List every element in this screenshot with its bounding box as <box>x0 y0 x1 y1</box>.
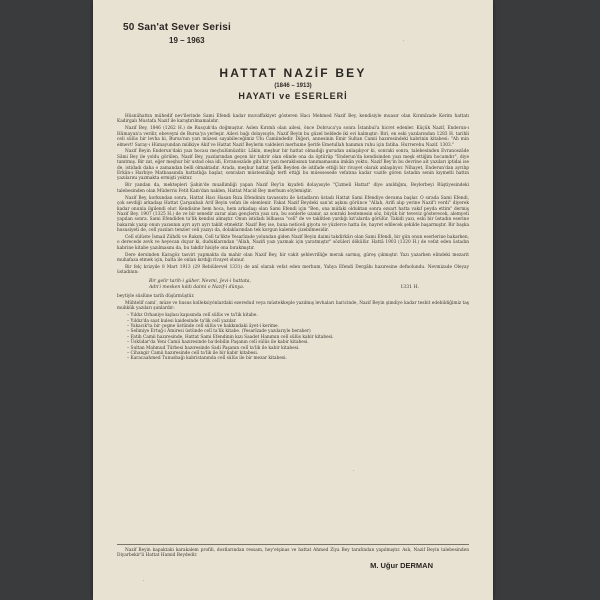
paragraph: Celî sülüste İsmail Zühdü ve Rakım, Celî ta'likte Yesarîzade yolundan giden Nazif Beyin daimi takdirkârı olan Sami Efendi, bir gün onun eserlerine bakarken, o derecede zevk ve heyecan duyar ki, duduklarından "Allah, Nazifi yazı yazmak için yaratmıştır" sözüleri dökülür. Hattâ 1903 (1320 H.) de vefat eden üstadın kabrine kitabe yazılmasını da, bu takdir hisiyle ona bırakmıştır. <box>117 235 469 251</box>
life-dates: (1846 – 1913) <box>274 83 312 89</box>
paragraph: Nazif Bey, korkundan sonra, Hattat Hacı Hasan Rıza Efendinin tavassutu ile üstadların üstadı Hattat Sami Efendiye devama başlar. O sırada Sami Efendi, çok sevdiği arkadaşı Hattat Çarşanbalı Arif Beyin vefatı ile elemlenir. Fakat Nazif Beydeki san'at aşkını görünce "Allah, Arifi alıp yerine Nazif'i verdi" diyerek kadar onunla ilgilendi olur. Kendisine hem hoca, hem arkadaşı olan Sami Efendi için "Ben, ona müfaki olduktan sonra ezsart hatta vakıf peyda ettim" dermiş Nazif Bey. 1907 (1325 H.) de ve bir senedir zarar alan gençlerin yazı ura, bu sonlerle uzanır, az sonraki bestemesin söz, büyük bir teveviz gösterecek, alemyeti yapılan sonra. Sami Efendiden ta'lik kendisi almıştır. Onun istidadı bilhassa "celî" de ve taklitlen yardığı kıt'alarda görülür. Takidi yazı, eski bir üstadın eserine bakarak yazıp onun yazısının ayrı ayrı ayrı taklit etmektir. Nazif Bey ise, buna neticeli giyotu ve yüzlerce hatta ile, hayret edilecek şekilde başarmıştır. Bir başka hususiyeti de, celî yazıları tenzier celi yazıyı da, dolaklarından tek korgun kalemle çizebilmesidir. <box>117 195 469 234</box>
paper-speck <box>213 300 214 301</box>
paragraph: Hüsnühattın mühedif nev'ilerinde Sami Efendi kadar muvaffakiyet gösteren Hacı Mehmed Nazif Bey, kendisiyle muasır olan Kırımîzade Kerim hattatı Kadirgalı Mustafa Nazif ile karıştırılmamalıdır. <box>117 114 469 125</box>
list-item: – Yıldız'da saat kulesi kaidesinde ta'lik celî yazılar. <box>127 319 469 324</box>
list-item: – Yıldız Orhaniye kışlası kapısında celî sülüs ve ta'lik kitabe. <box>127 313 469 318</box>
poem-date: 1331 H. <box>400 284 419 290</box>
paragraph: Nazif Beyin Enderun'daki yazı hocası meçhulümüzdür. Lâkin, meşhur bir hattat olmadığı gurudan anlaşılıyor ki, sonraki sonra, talebesinden Evranoszâde Sâmi Bey ile yoldu görülen, Nazif Bey, yazılarından geçen bir tahrir olan elinde ona da öptürüp "Enderun'da kendisinden yazı meşk ettiğim hocamdır", diye tanıtmış. Bir zat, eğer meşhur bir ustad olsa idi, Evranoszâde gibi bir yazı meraklısının tanımamasına imkân yoktu. Nazif Bey'in bu devrine ait yazıları iptidai ise de, istidadı daha o zamandan belli olmaktadır. Arada, meşhur hattat Şefik Beyden de istifade ettiği bir rivayet olarak anlaşılıyor. Nihayet, Enderun'dan ayrılıp Erkân-ı Harbiye Matbaasında hattatlığa başlar, sonraları müstesnâlığı terfi ettiği bu müessesede vefatına kadar vazife gören üstadın senin kıymetli hattın yazılarını yazmakta ermişti yoktur. <box>117 149 469 182</box>
page-title: HATTAT NAZİF BEY <box>219 66 367 80</box>
paragraph: Nazif Bey, 1846 (1262 H.) de Rusçuk'da doğmuştur. Aslen Kırımlı olan ailesi, önce Dobruca'ya sonra İstanbul'a hicret edenler. Küçük Nazif, Enderun-ı Hümayun'a verilir, ebeveyni de Bursa'ya yerleşir. Ailevi bağı dolayısıyle, Nazif Beyin bu güzel beldede iki evi kalmıştır: Biri, en eski yazılarından 1283 H. tarihli celi sülüs bir levha ki, Bursa'nın yarı müzesi sayabileceğimiz Ulu Camiindedir. Diğeri, annesinin Emir Sultan Camii hazıresindeki kabrinin kitabesi: "Ah min elmevt! Saray-ı Hümayundan mülkiye Akif ve Hattat Nazif Beylerin valdeleri merhume Şerife Emetullah hanımın ruhu için fatiha. Hurrerehu Nazif. 1303." <box>117 126 469 148</box>
paragraph: Bir yandan da, mektepleri Şahin'de muallimliği yapan Nazif Bey'in kıyafeti dolayısıyle "Çizmeli Hattat" diye anıldığını, Beylerbeyi Rüştiyesindeki talebesinden olan Müderris Fetit Kam'dan naklen, Hattat Macid Bey merhum söylemiştir. <box>117 183 469 194</box>
title-block <box>93 66 493 101</box>
paragraph: beytiyle süslüne tarih düşürmüştür. <box>117 293 195 299</box>
paragraph: Bir felç krizyile 8 Mart 1913 (29 Rebiülevvel 1331) de anî olarak vefat eden merhum, Yahya Efendi Dergâhı hazıresine defnolundu. Nevmizade Oleyay üstadının: <box>117 265 469 276</box>
author-signature: M. Uğur DERMAN <box>370 561 433 570</box>
works-list <box>127 313 469 362</box>
series-years: 19 – 1963 <box>169 36 205 45</box>
list-item: – Sultan Mahmud Türbesi hazıresinde Sadi Paşanın celî ta'lik ile kabir kitabesi. <box>127 346 469 351</box>
list-item: – Üsküdar'da Yeni Camii hazıresinde ba'debilin Paşanın celî sülüs ile kabir kitabesi. <box>127 340 469 345</box>
divider <box>117 544 469 545</box>
paragraph: Dere dersinden Karagöz tasviri yapmakta da mahir olan Nazif Bey, bir vakit şehlevrilliğe merak sarmış, güreş çıkmıştır. Yazı yazarken elindeki mezarit muhafaza etmek için, balta ile onlan kırdığı rivayet olunur. <box>117 252 469 264</box>
list-item: – Yakacık'ta bir çeşme üstünde celî sülüs ve hakkındaki âyet-i kerime. <box>127 324 469 329</box>
epitaph-poem <box>149 279 469 291</box>
paper-speck <box>403 40 404 41</box>
article-body <box>117 114 469 364</box>
poem-line: Adn'i mesken kıldı daimi o Nazif-i dünya. <box>149 284 245 290</box>
page-subtitle: HAYATI ve ESERLERİ <box>238 91 348 101</box>
poem-line: Bir gelir tarih-i güher. Nevmi, Jevi-i hattata, <box>149 278 251 284</box>
paragraph: Mühtelif cami', müze ve husus kolleksiyonlardaki ezeredud veya müstekkeple yazılmış levhaları haricinde, Nazif Beyin şimdiye kadar tesbit edebildiğimiz taş muhkük yazıları şunlardır: <box>117 300 469 312</box>
paper-speck <box>353 470 354 471</box>
closing-paragraph: Nazif Beyin kapaktaki karakalem profili, dostlarından ressam, hey'etşinas ve hattat Ahmed Ziya Bey tarafından yapılmıştır. Aslı, Nazif Beyin talebesinden Diyarbekir'li Hattat Hamid Beydedir. <box>117 548 469 559</box>
list-item: – Cihangir Camii hazıresinde celî ta'lik ile bir kabir kitabesi. <box>127 351 469 356</box>
document-page <box>93 0 493 600</box>
series-header <box>123 22 231 45</box>
list-item: – Fatih Camii hazıresinde, Hattat Sami Efendinin kızı Saadet Hanımın celî sülüs kabir kitabesi. <box>127 335 469 340</box>
list-item: – Selimiye Ertuğ-i Âmiresi üstünde celî ta'lik kitabe. (Yesarîzade yazılarıyle beraber) <box>127 329 469 334</box>
list-item: – Karacaahmed Tunusbağı kabristanında celî sülüs ile bir mezar kitabesi. <box>127 356 469 361</box>
closing-section <box>117 548 469 560</box>
paper-speck <box>143 580 144 581</box>
series-label: 50 San'at Sever Serisi <box>123 22 231 33</box>
